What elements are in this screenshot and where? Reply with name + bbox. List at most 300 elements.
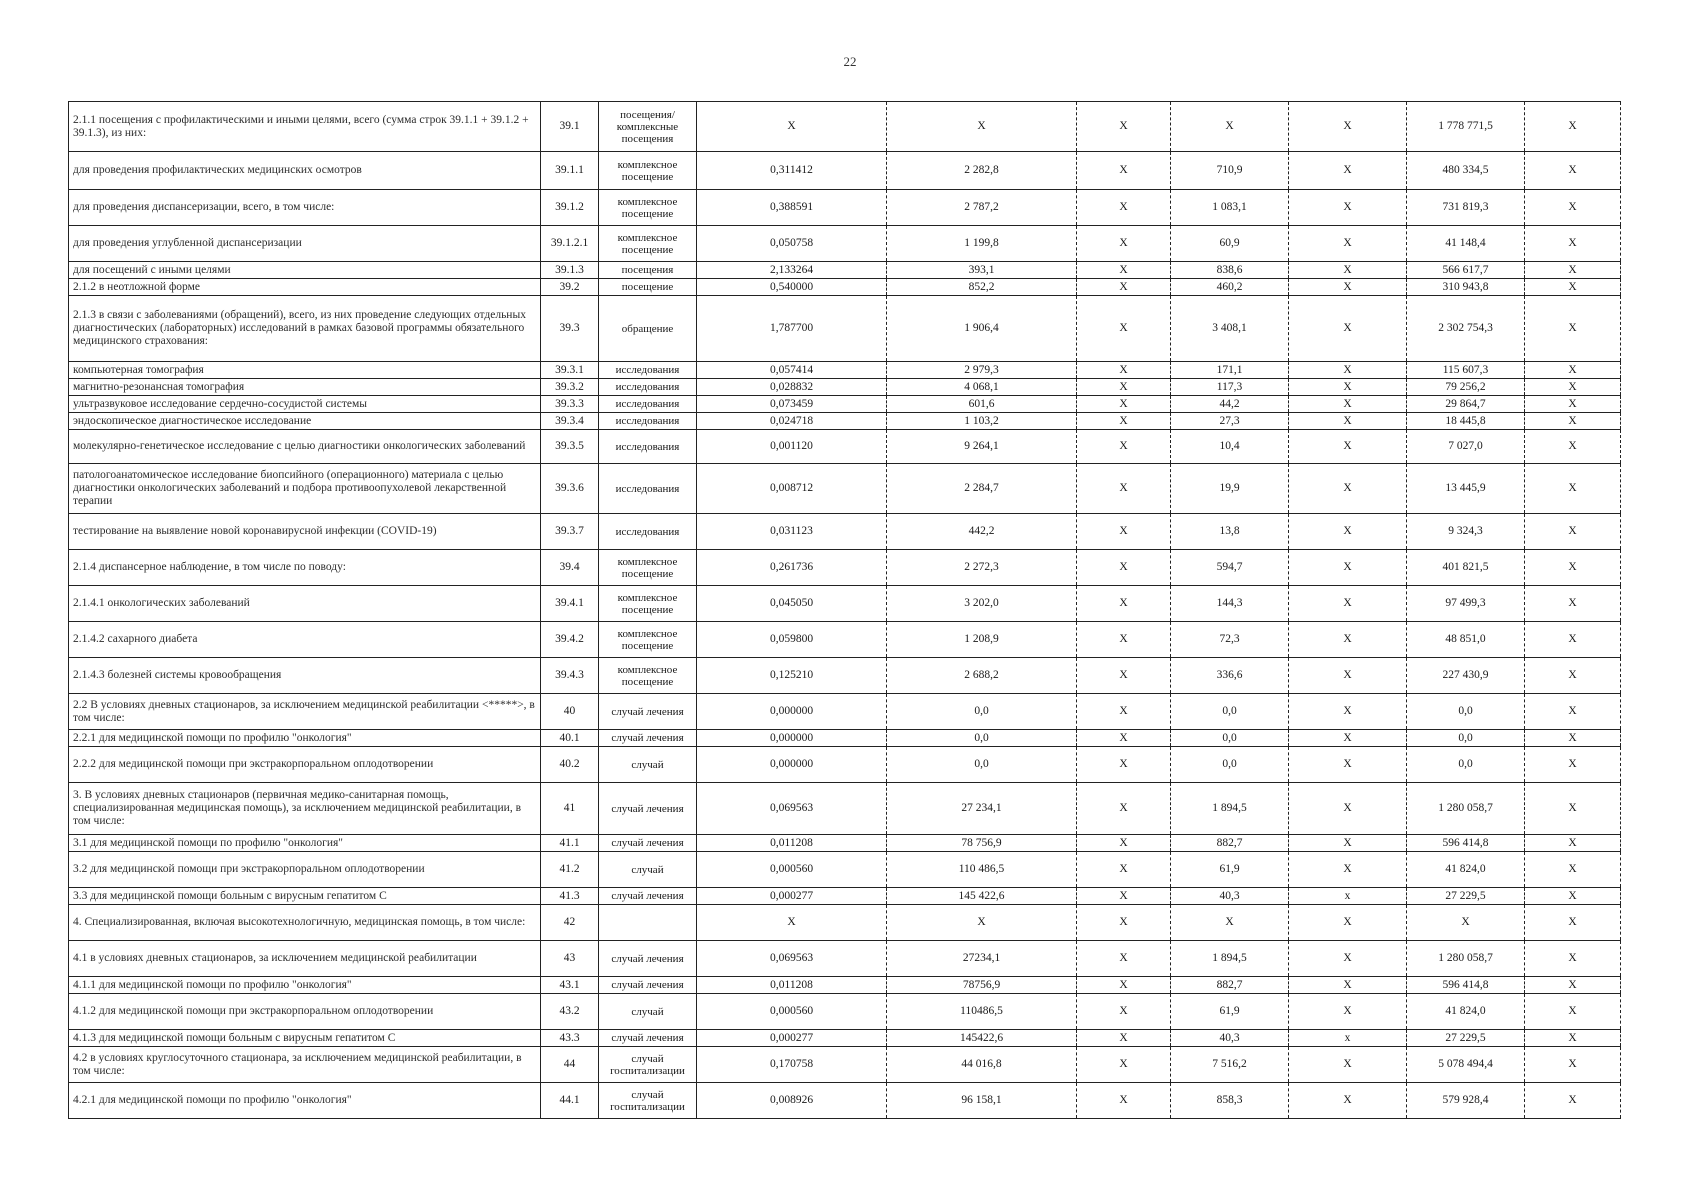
row-col6: 460,2 (1171, 279, 1289, 296)
row-col5: X (1077, 362, 1171, 379)
row-col9: X (1525, 994, 1621, 1030)
row-col5: X (1077, 888, 1171, 905)
row-col8: 0,0 (1407, 730, 1525, 747)
row-unit: посещения/комплексные посещения (599, 102, 697, 152)
row-col5: X (1077, 226, 1171, 262)
row-col8: 41 824,0 (1407, 852, 1525, 888)
row-cost: 1 906,4 (887, 296, 1077, 362)
row-col6: 40,3 (1171, 1030, 1289, 1047)
row-col9: X (1525, 783, 1621, 835)
row-norm: 0,540000 (697, 279, 887, 296)
row-code: 39.3.2 (541, 379, 599, 396)
row-col7: X (1289, 464, 1407, 514)
row-col7: X (1289, 977, 1407, 994)
row-col6: 0,0 (1171, 694, 1289, 730)
row-col9: X (1525, 102, 1621, 152)
row-col6: 1 894,5 (1171, 783, 1289, 835)
row-col9: X (1525, 1083, 1621, 1119)
row-col8: 29 864,7 (1407, 396, 1525, 413)
row-col6: 858,3 (1171, 1083, 1289, 1119)
row-col9: X (1525, 888, 1621, 905)
table-row (69, 977, 1621, 994)
row-col9: X (1525, 941, 1621, 977)
row-unit: случай лечения (599, 730, 697, 747)
row-code: 39.3.1 (541, 362, 599, 379)
row-unit: комплексное посещение (599, 658, 697, 694)
row-col6: 60,9 (1171, 226, 1289, 262)
row-col7: X (1289, 430, 1407, 464)
row-col9: X (1525, 1030, 1621, 1047)
row-unit: комплексное посещение (599, 550, 697, 586)
row-col7: X (1289, 296, 1407, 362)
row-cost: 2 282,8 (887, 152, 1077, 190)
row-cost: 0,0 (887, 694, 1077, 730)
row-code: 39.3.7 (541, 514, 599, 550)
normatives-table (68, 101, 1621, 1119)
row-cost: 3 202,0 (887, 586, 1077, 622)
row-col6: 710,9 (1171, 152, 1289, 190)
row-col5: X (1077, 430, 1171, 464)
table-row (69, 658, 1621, 694)
row-cost: 110 486,5 (887, 852, 1077, 888)
row-col7: X (1289, 152, 1407, 190)
row-name: 2.1.4 диспансерное наблюдение, в том числе по поводу: (69, 550, 541, 586)
row-code: 39.3.4 (541, 413, 599, 430)
row-name: для проведения профилактических медицинских осмотров (69, 152, 541, 190)
row-col8: 2 302 754,3 (1407, 296, 1525, 362)
row-col5: X (1077, 262, 1171, 279)
row-unit: исследования (599, 379, 697, 396)
table-row (69, 296, 1621, 362)
row-col6: 838,6 (1171, 262, 1289, 279)
row-norm: 0,000000 (697, 730, 887, 747)
row-name: ультразвуковое исследование сердечно-сосудистой системы (69, 396, 541, 413)
row-code: 43 (541, 941, 599, 977)
row-unit: случай лечения (599, 694, 697, 730)
row-unit: случай лечения (599, 1030, 697, 1047)
table-row (69, 730, 1621, 747)
row-unit: случай лечения (599, 783, 697, 835)
table-row (69, 379, 1621, 396)
row-cost: 4 068,1 (887, 379, 1077, 396)
row-name: 2.2.2 для медицинской помощи при экстракорпоральном оплодотворении (69, 747, 541, 783)
row-norm: 0,069563 (697, 783, 887, 835)
table-row (69, 1083, 1621, 1119)
row-col7: X (1289, 783, 1407, 835)
row-col8: 596 414,8 (1407, 835, 1525, 852)
row-code: 39.3 (541, 296, 599, 362)
row-norm: 0,069563 (697, 941, 887, 977)
row-name: 2.1.4.3 болезней системы кровообращения (69, 658, 541, 694)
row-norm: 0,024718 (697, 413, 887, 430)
row-col7: x (1289, 1030, 1407, 1047)
row-col5: X (1077, 464, 1171, 514)
table-row (69, 622, 1621, 658)
row-code: 39.1 (541, 102, 599, 152)
row-col7: X (1289, 413, 1407, 430)
row-col5: X (1077, 514, 1171, 550)
row-unit: посещения (599, 262, 697, 279)
row-col5: X (1077, 694, 1171, 730)
row-code: 39.2 (541, 279, 599, 296)
row-col9: X (1525, 694, 1621, 730)
row-code: 41.3 (541, 888, 599, 905)
row-cost: 78 756,9 (887, 835, 1077, 852)
row-name: 2.1.1 посещения с профилактическими и иными целями, всего (сумма строк 39.1.1 + 39.1.2 + 39.1.3), из них: (69, 102, 541, 152)
table-row (69, 747, 1621, 783)
row-col8: 27 229,5 (1407, 1030, 1525, 1047)
table-row (69, 694, 1621, 730)
row-col6: 61,9 (1171, 852, 1289, 888)
row-col5: X (1077, 190, 1171, 226)
row-code: 39.4 (541, 550, 599, 586)
row-code: 39.3.5 (541, 430, 599, 464)
row-col7: X (1289, 1047, 1407, 1083)
row-col7: X (1289, 550, 1407, 586)
row-unit: комплексное посещение (599, 226, 697, 262)
row-name: 4.1 в условиях дневных стационаров, за исключением медицинской реабилитации (69, 941, 541, 977)
row-code: 39.1.2 (541, 190, 599, 226)
row-unit: случай лечения (599, 941, 697, 977)
row-col8: 0,0 (1407, 747, 1525, 783)
row-col6: X (1171, 102, 1289, 152)
row-norm: 0,028832 (697, 379, 887, 396)
row-unit: исследования (599, 514, 697, 550)
row-unit: случай (599, 994, 697, 1030)
row-name: 4.2 в условиях круглосуточного стационара, за исключением медицинской реабилитации, в том числе: (69, 1047, 541, 1083)
row-code: 39.4.1 (541, 586, 599, 622)
row-col7: X (1289, 396, 1407, 413)
row-col5: X (1077, 379, 1171, 396)
row-col8: 0,0 (1407, 694, 1525, 730)
row-code: 44.1 (541, 1083, 599, 1119)
row-col6: 61,9 (1171, 994, 1289, 1030)
row-cost: 442,2 (887, 514, 1077, 550)
row-col9: X (1525, 835, 1621, 852)
row-col8: 9 324,3 (1407, 514, 1525, 550)
row-col5: X (1077, 413, 1171, 430)
row-cost: 110486,5 (887, 994, 1077, 1030)
row-norm: 0,050758 (697, 226, 887, 262)
row-name: патологоанатомическое исследование биопсийного (операционного) материала с целью диагностики онкологических заболеваний и подбора противоопухолевой лекарственной терапии (69, 464, 541, 514)
table-row (69, 783, 1621, 835)
row-col5: X (1077, 835, 1171, 852)
row-norm: 0,311412 (697, 152, 887, 190)
row-col5: X (1077, 152, 1171, 190)
row-col7: X (1289, 514, 1407, 550)
row-col8: 79 256,2 (1407, 379, 1525, 396)
row-col8: 41 148,4 (1407, 226, 1525, 262)
row-name: 3. В условиях дневных стационаров (первичная медико-санитарная помощь, специализированная медицинская помощь), за исключением медицинской реабилитации, в том числе: (69, 783, 541, 835)
row-code: 39.4.3 (541, 658, 599, 694)
row-col9: X (1525, 279, 1621, 296)
row-col7: X (1289, 362, 1407, 379)
row-col5: X (1077, 747, 1171, 783)
row-col8: 115 607,3 (1407, 362, 1525, 379)
row-norm: 0,261736 (697, 550, 887, 586)
row-col6: X (1171, 905, 1289, 941)
row-col6: 882,7 (1171, 835, 1289, 852)
row-unit: исследования (599, 430, 697, 464)
row-code: 40.1 (541, 730, 599, 747)
row-cost: 145422,6 (887, 1030, 1077, 1047)
row-col9: X (1525, 586, 1621, 622)
row-col7: X (1289, 905, 1407, 941)
row-col8: X (1407, 905, 1525, 941)
row-unit: случай лечения (599, 835, 697, 852)
row-code: 39.1.1 (541, 152, 599, 190)
table-row (69, 102, 1621, 152)
row-code: 40 (541, 694, 599, 730)
row-unit: комплексное посещение (599, 152, 697, 190)
row-col7: X (1289, 262, 1407, 279)
row-cost: 96 158,1 (887, 1083, 1077, 1119)
row-col6: 27,3 (1171, 413, 1289, 430)
row-col9: X (1525, 362, 1621, 379)
row-norm: 0,008712 (697, 464, 887, 514)
row-col6: 44,2 (1171, 396, 1289, 413)
row-name: 4.2.1 для медицинской помощи по профилю "онкология" (69, 1083, 541, 1119)
row-col6: 594,7 (1171, 550, 1289, 586)
row-code: 39.1.2.1 (541, 226, 599, 262)
row-unit: случай (599, 747, 697, 783)
row-col5: X (1077, 550, 1171, 586)
row-col8: 27 229,5 (1407, 888, 1525, 905)
row-code: 39.3.6 (541, 464, 599, 514)
row-col5: X (1077, 1047, 1171, 1083)
row-col9: X (1525, 658, 1621, 694)
row-norm: 0,170758 (697, 1047, 887, 1083)
row-name: тестирование на выявление новой коронавирусной инфекции (COVID-19) (69, 514, 541, 550)
row-name: молекулярно-генетическое исследование с целью диагностики онкологических заболеваний (69, 430, 541, 464)
table-row (69, 190, 1621, 226)
row-name: 2.1.4.2 сахарного диабета (69, 622, 541, 658)
row-col7: X (1289, 658, 1407, 694)
row-cost: 601,6 (887, 396, 1077, 413)
row-col9: X (1525, 514, 1621, 550)
row-norm: 1,787700 (697, 296, 887, 362)
row-col8: 566 617,7 (1407, 262, 1525, 279)
row-norm: X (697, 905, 887, 941)
row-code: 43.3 (541, 1030, 599, 1047)
row-unit: случай госпитализации (599, 1047, 697, 1083)
row-norm: 0,000000 (697, 747, 887, 783)
row-col5: X (1077, 622, 1171, 658)
row-norm: 0,057414 (697, 362, 887, 379)
row-col6: 10,4 (1171, 430, 1289, 464)
row-col7: X (1289, 586, 1407, 622)
row-col7: X (1289, 747, 1407, 783)
table-row (69, 226, 1621, 262)
row-col8: 596 414,8 (1407, 977, 1525, 994)
row-name: для проведения диспансеризации, всего, в том числе: (69, 190, 541, 226)
table-row (69, 362, 1621, 379)
row-code: 42 (541, 905, 599, 941)
row-norm: 0,125210 (697, 658, 887, 694)
page-number: 22 (843, 54, 857, 69)
row-col7: X (1289, 852, 1407, 888)
row-norm: 0,059800 (697, 622, 887, 658)
row-col9: X (1525, 152, 1621, 190)
row-norm: 0,001120 (697, 430, 887, 464)
table-row (69, 888, 1621, 905)
row-cost: 2 272,3 (887, 550, 1077, 586)
row-cost: 2 787,2 (887, 190, 1077, 226)
row-col9: X (1525, 379, 1621, 396)
row-col5: X (1077, 852, 1171, 888)
row-col5: X (1077, 783, 1171, 835)
row-col6: 13,8 (1171, 514, 1289, 550)
row-cost: 78756,9 (887, 977, 1077, 994)
row-norm: 0,008926 (697, 1083, 887, 1119)
row-col8: 18 445,8 (1407, 413, 1525, 430)
row-cost: 9 264,1 (887, 430, 1077, 464)
row-cost: 44 016,8 (887, 1047, 1077, 1083)
table-row (69, 905, 1621, 941)
row-col5: X (1077, 905, 1171, 941)
row-col9: X (1525, 430, 1621, 464)
row-col5: X (1077, 396, 1171, 413)
row-unit: комплексное посещение (599, 190, 697, 226)
row-name: 4.1.3 для медицинской помощи больным с вирусным гепатитом С (69, 1030, 541, 1047)
row-cost: 27 234,1 (887, 783, 1077, 835)
row-col9: X (1525, 550, 1621, 586)
table-row (69, 941, 1621, 977)
row-col6: 336,6 (1171, 658, 1289, 694)
row-code: 43.1 (541, 977, 599, 994)
row-col8: 579 928,4 (1407, 1083, 1525, 1119)
row-unit: исследования (599, 396, 697, 413)
row-name: 4.1.1 для медицинской помощи по профилю "онкология" (69, 977, 541, 994)
row-col9: X (1525, 730, 1621, 747)
row-col6: 7 516,2 (1171, 1047, 1289, 1083)
row-norm: 0,000277 (697, 888, 887, 905)
row-col7: X (1289, 279, 1407, 296)
row-col8: 1 280 058,7 (1407, 783, 1525, 835)
row-unit: посещение (599, 279, 697, 296)
row-col6: 19,9 (1171, 464, 1289, 514)
table-row (69, 550, 1621, 586)
row-name: 2.1.3 в связи с заболеваниями (обращений), всего, из них проведение следующих отдельных диагностических (лабораторных) исследований в рамках базовой программы обязательного медицинского страхования: (69, 296, 541, 362)
row-name: для проведения углубленной диспансеризации (69, 226, 541, 262)
row-unit: комплексное посещение (599, 622, 697, 658)
row-name: 2.2.1 для медицинской помощи по профилю "онкология" (69, 730, 541, 747)
row-cost: 1 199,8 (887, 226, 1077, 262)
row-col5: X (1077, 102, 1171, 152)
row-code: 43.2 (541, 994, 599, 1030)
row-name: 2.1.2 в неотложной форме (69, 279, 541, 296)
row-col5: X (1077, 994, 1171, 1030)
row-norm: 0,011208 (697, 977, 887, 994)
row-col7: X (1289, 379, 1407, 396)
row-col8: 1 778 771,5 (1407, 102, 1525, 152)
row-col9: X (1525, 905, 1621, 941)
row-name: компьютерная томография (69, 362, 541, 379)
row-norm: 0,000277 (697, 1030, 887, 1047)
row-unit: случай лечения (599, 977, 697, 994)
row-col9: X (1525, 413, 1621, 430)
row-col6: 1 083,1 (1171, 190, 1289, 226)
table-row (69, 514, 1621, 550)
row-name: 4. Специализированная, включая высокотехнологичную, медицинская помощь, в том числе: (69, 905, 541, 941)
row-name: 3.2 для медицинской помощи при экстракорпоральном оплодотворении (69, 852, 541, 888)
row-norm: 2,133264 (697, 262, 887, 279)
row-unit: исследования (599, 464, 697, 514)
row-col5: X (1077, 941, 1171, 977)
row-name: 3.1 для медицинской помощи по профилю "онкология" (69, 835, 541, 852)
row-col6: 72,3 (1171, 622, 1289, 658)
row-code: 40.2 (541, 747, 599, 783)
row-norm: 0,000560 (697, 994, 887, 1030)
row-cost: 2 979,3 (887, 362, 1077, 379)
row-code: 39.1.3 (541, 262, 599, 279)
row-col6: 3 408,1 (1171, 296, 1289, 362)
row-col5: X (1077, 586, 1171, 622)
table-row (69, 279, 1621, 296)
row-unit: случай (599, 852, 697, 888)
row-col5: X (1077, 730, 1171, 747)
row-col8: 310 943,8 (1407, 279, 1525, 296)
row-col9: X (1525, 1047, 1621, 1083)
row-col8: 227 430,9 (1407, 658, 1525, 694)
row-col7: X (1289, 190, 1407, 226)
row-col7: X (1289, 1083, 1407, 1119)
row-col6: 882,7 (1171, 977, 1289, 994)
row-unit: случай лечения (599, 888, 697, 905)
row-unit: комплексное посещение (599, 586, 697, 622)
row-name: 3.3 для медицинской помощи больным с вирусным гепатитом С (69, 888, 541, 905)
row-col9: X (1525, 296, 1621, 362)
table-row (69, 430, 1621, 464)
row-col8: 48 851,0 (1407, 622, 1525, 658)
row-col7: X (1289, 226, 1407, 262)
table-row (69, 1030, 1621, 1047)
row-unit: обращение (599, 296, 697, 362)
row-norm: 0,045050 (697, 586, 887, 622)
row-col6: 1 894,5 (1171, 941, 1289, 977)
row-col9: X (1525, 396, 1621, 413)
row-col8: 7 027,0 (1407, 430, 1525, 464)
row-cost: 1 208,9 (887, 622, 1077, 658)
row-cost: 2 688,2 (887, 658, 1077, 694)
row-col6: 0,0 (1171, 747, 1289, 783)
row-col8: 97 499,3 (1407, 586, 1525, 622)
table-row (69, 152, 1621, 190)
row-unit: случай госпитализации (599, 1083, 697, 1119)
row-code: 39.3.3 (541, 396, 599, 413)
row-name: магнитно-резонансная томография (69, 379, 541, 396)
row-cost: 27234,1 (887, 941, 1077, 977)
row-cost: 852,2 (887, 279, 1077, 296)
row-unit: исследования (599, 362, 697, 379)
row-norm: 0,073459 (697, 396, 887, 413)
row-cost: 2 284,7 (887, 464, 1077, 514)
row-col8: 41 824,0 (1407, 994, 1525, 1030)
row-col9: X (1525, 464, 1621, 514)
row-col7: X (1289, 102, 1407, 152)
row-code: 41.1 (541, 835, 599, 852)
row-cost: 1 103,2 (887, 413, 1077, 430)
row-code: 41 (541, 783, 599, 835)
table-row (69, 994, 1621, 1030)
row-col5: X (1077, 1083, 1171, 1119)
row-cost: X (887, 905, 1077, 941)
row-unit (599, 905, 697, 941)
row-name: эндоскопическое диагностическое исследование (69, 413, 541, 430)
table-body (69, 102, 1621, 1119)
row-col7: X (1289, 835, 1407, 852)
row-norm: 0,000560 (697, 852, 887, 888)
